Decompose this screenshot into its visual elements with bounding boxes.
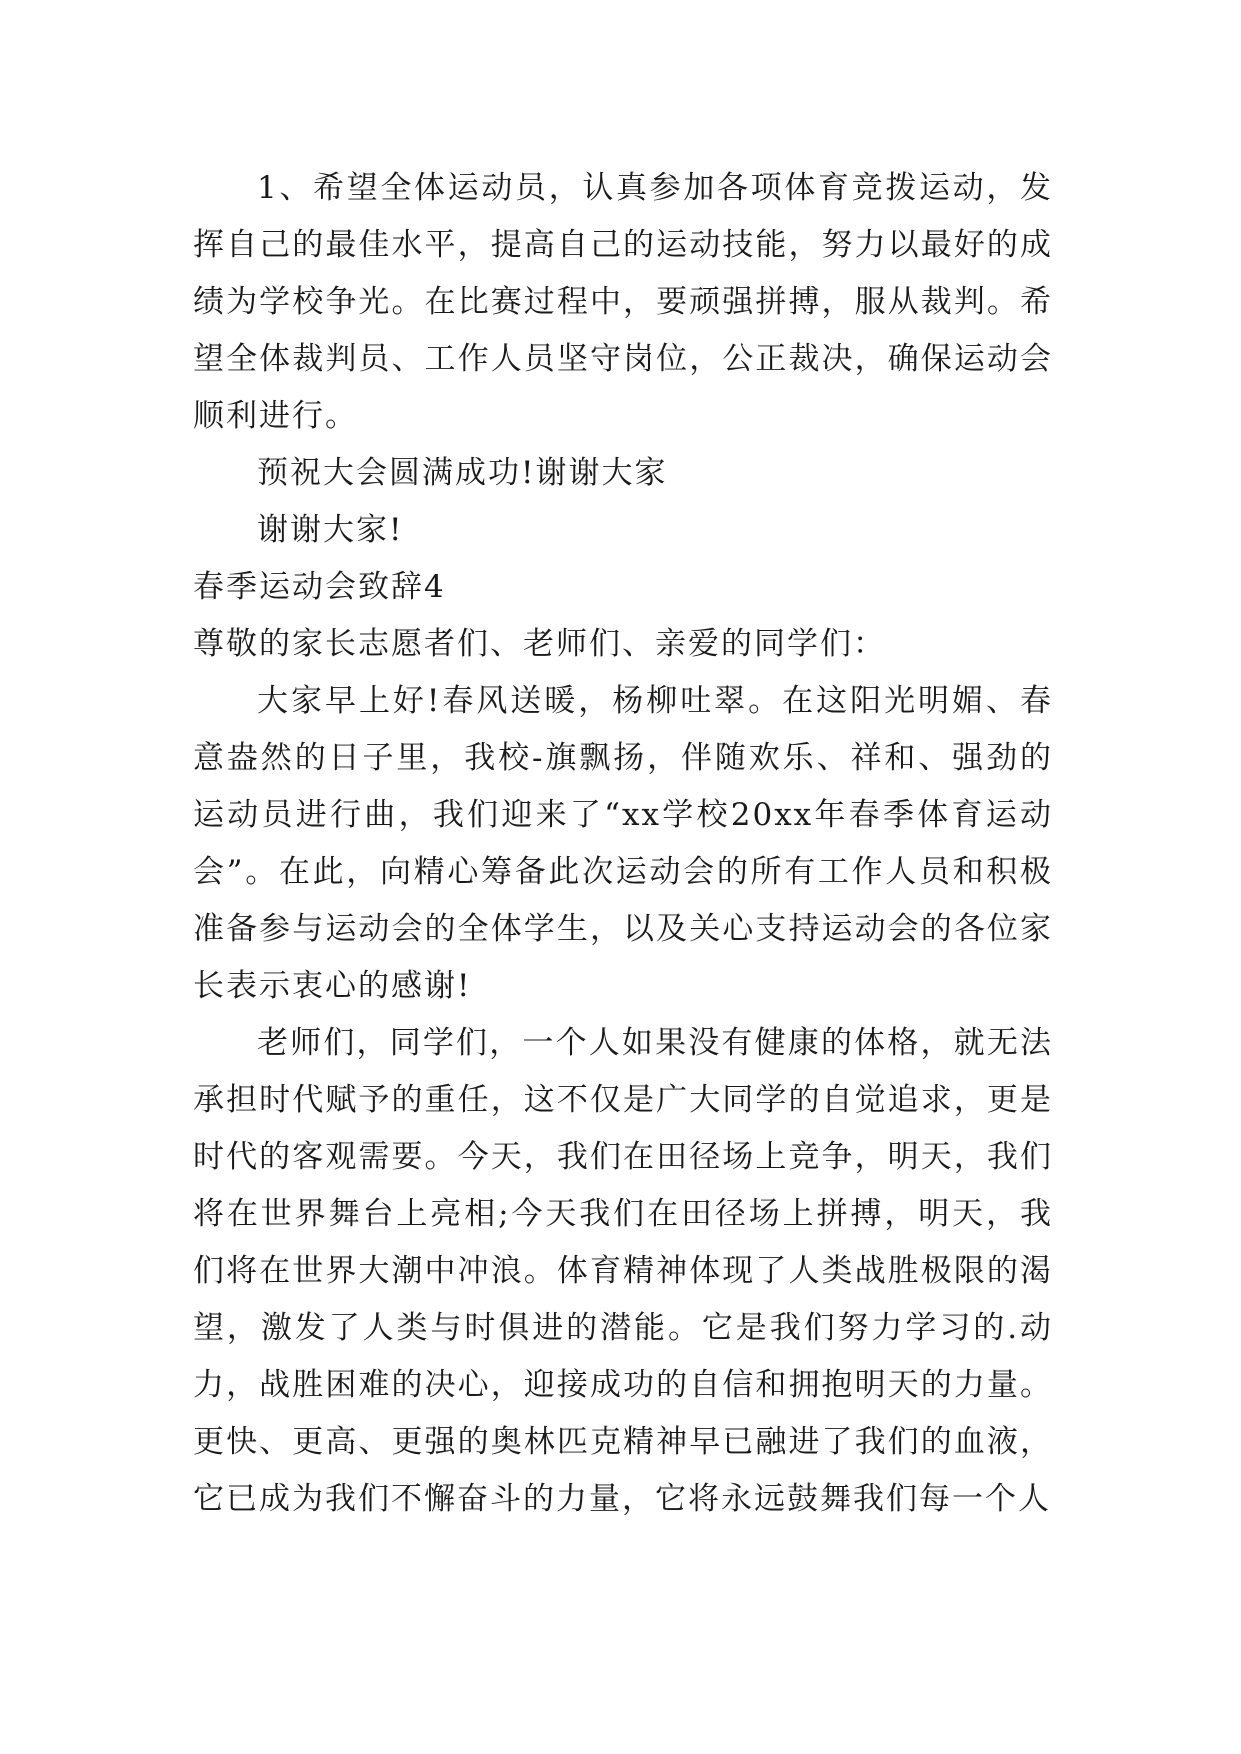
- section-heading: 春季运动会致辞4: [193, 569, 446, 605]
- paragraph-thanks: 谢谢大家!: [257, 512, 404, 548]
- paragraph-greeting: 大家早上好!春风送暖，杨柳吐翠。在这阳光明媚、春意盎然的日子里，我校-旗飘扬，伴随欢乐、祥和、强劲的运动员进行曲，我们迎来了“xx学校20xx年春季体育运动会”。在此，向精心筹备此次运动会的所有工作人员和积极准备参与运动会的全体学生，以及关心支持运动会的各位家长表示衷心的感谢!: [193, 683, 1053, 1004]
- paragraph-wish-success: 预祝大会圆满成功!谢谢大家: [257, 455, 668, 491]
- document-body: [193, 160, 1053, 1528]
- paragraph-wishes: 1、希望全体运动员，认真参加各项体育竞拨运动，发挥自己的最佳水平，提高自己的运动技能，努力以最好的成绩为学校争光。在比赛过程中，要顽强拼搏，服从裁判。希望全体裁判员、工作人员坚守岗位，公正裁决，确保运动会顺利进行。: [193, 170, 1053, 434]
- paragraph-sports-spirit: 老师们，同学们，一个人如果没有健康的体格，就无法承担时代赋予的重任，这不仅是广大同学的自觉追求，更是时代的客观需要。今天，我们在田径场上竞争，明天，我们将在世界舞台上亮相;今天我们在田径场上拼搏，明天，我们将在世界大潮中冲浪。体育精神体现了人类战胜极限的渴望，激发了人类与时俱进的潜能。它是我们努力学习的.动力，战胜困难的决心，迎接成功的自信和拥抱明天的力量。更快、更高、更强的奥林匹克精神早已融进了我们的血液，它已成为我们不懈奋斗的力量，它将永远鼓舞我们每一个人: [193, 1025, 1053, 1517]
- salutation: 尊敬的家长志愿者们、老师们、亲爱的同学们：: [193, 626, 886, 662]
